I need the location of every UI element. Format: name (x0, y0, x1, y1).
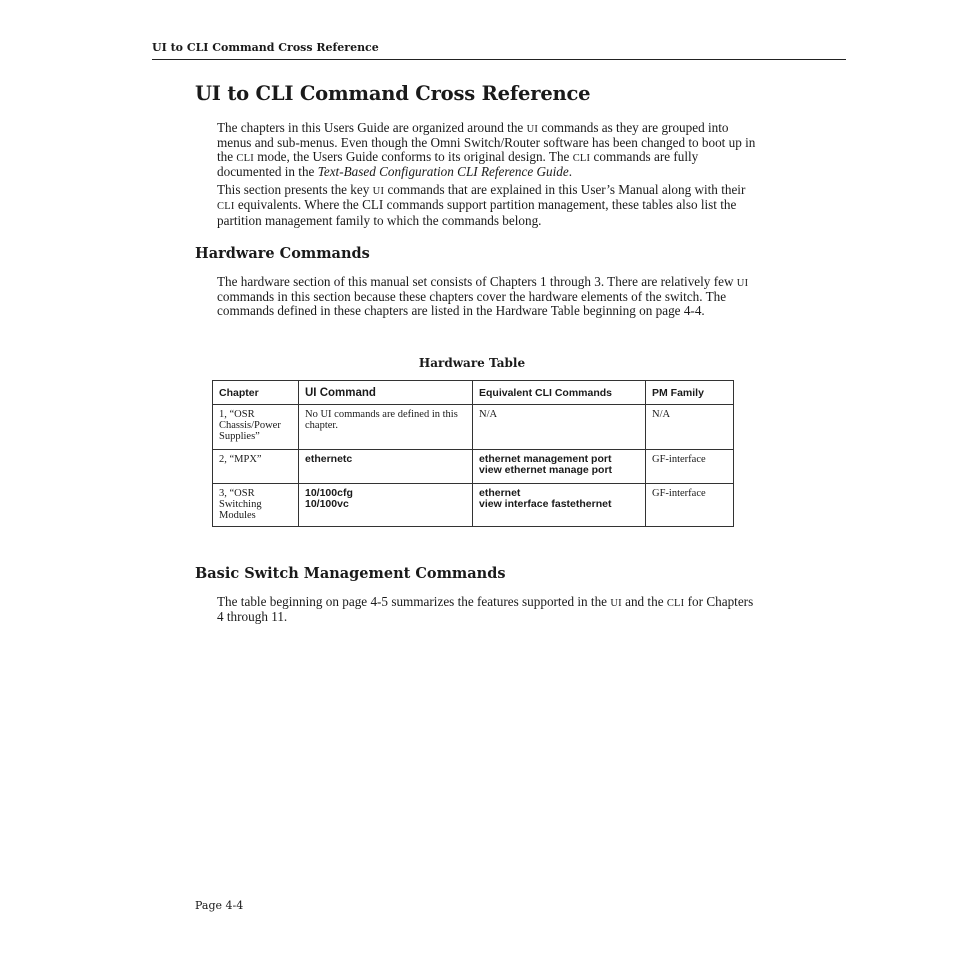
cli-command-cell: N/A (473, 405, 646, 450)
column-header-chapter: Chapter (213, 381, 299, 405)
hardware-table-caption: Hardware Table (418, 356, 526, 370)
column-header-pm-family: PM Family (646, 381, 734, 405)
header-rule (152, 59, 846, 60)
table-row (213, 405, 734, 450)
table-row (213, 450, 734, 484)
page-number: Page 4-4 (195, 899, 244, 912)
chapter-cell: 1, “OSR Chassis/Power Supplies” (213, 405, 299, 450)
ui-command-cell: 10/100cfg 10/100vc (299, 484, 473, 527)
hardware-commands-heading: Hardware Commands (195, 245, 370, 262)
ui-command-cell: No UI commands are defined in this chapter. (299, 405, 473, 450)
table-row (213, 484, 734, 527)
table-header-row (213, 381, 734, 405)
ui-command-cell: ethernetc (299, 450, 473, 484)
page-title: UI to CLI Command Cross Reference (195, 82, 591, 105)
pm-family-cell: GF-interface (646, 450, 734, 484)
intro-paragraph-2: This section presents the key UI commands that are explained in this User’s Manual along with their CLI equivalents. Where the CLI commands support partition management, these tables also list the partition management family to which the commands belong. (217, 182, 746, 228)
cli-command-cell: ethernet view interface fastethernet (473, 484, 646, 527)
hardware-table (212, 380, 734, 527)
pm-family-cell: GF-interface (646, 484, 734, 527)
column-header-cli-commands: Equivalent CLI Commands (473, 381, 646, 405)
reference-guide-title: Text-Based Configuration CLI Reference Guide (317, 163, 569, 179)
intro-paragraph-1: The chapters in this Users Guide are organized around the UI commands as they are grouped into menus and sub-menus. Even though the Omni Switch/Router software has been changed to boot up in the CLI mode, the Users Guide conforms to its original design. The CLI commands are fully documented in the Text-Based Configuration CLI Reference Guide. (217, 120, 756, 179)
pm-family-cell: N/A (646, 405, 734, 450)
column-header-ui-command: UI Command (299, 381, 473, 405)
basic-switch-management-heading: Basic Switch Management Commands (195, 565, 506, 582)
hardware-paragraph: The hardware section of this manual set consists of Chapters 1 through 3. There are relatively few UI commands in this section because these chapters cover the hardware elements of the switch. The commands defined in these chapters are listed in the Hardware Table beginning on page 4-4. (217, 274, 749, 318)
cli-command-cell: ethernet management port view ethernet manage port (473, 450, 646, 484)
chapter-cell: 2, “MPX” (213, 450, 299, 484)
chapter-cell: 3, “OSR Switching Modules (213, 484, 299, 527)
running-head: UI to CLI Command Cross Reference (152, 41, 379, 54)
basic-paragraph: The table beginning on page 4-5 summarizes the features supported in the UI and the CLI for Chapters 4 through 11. (217, 594, 754, 625)
